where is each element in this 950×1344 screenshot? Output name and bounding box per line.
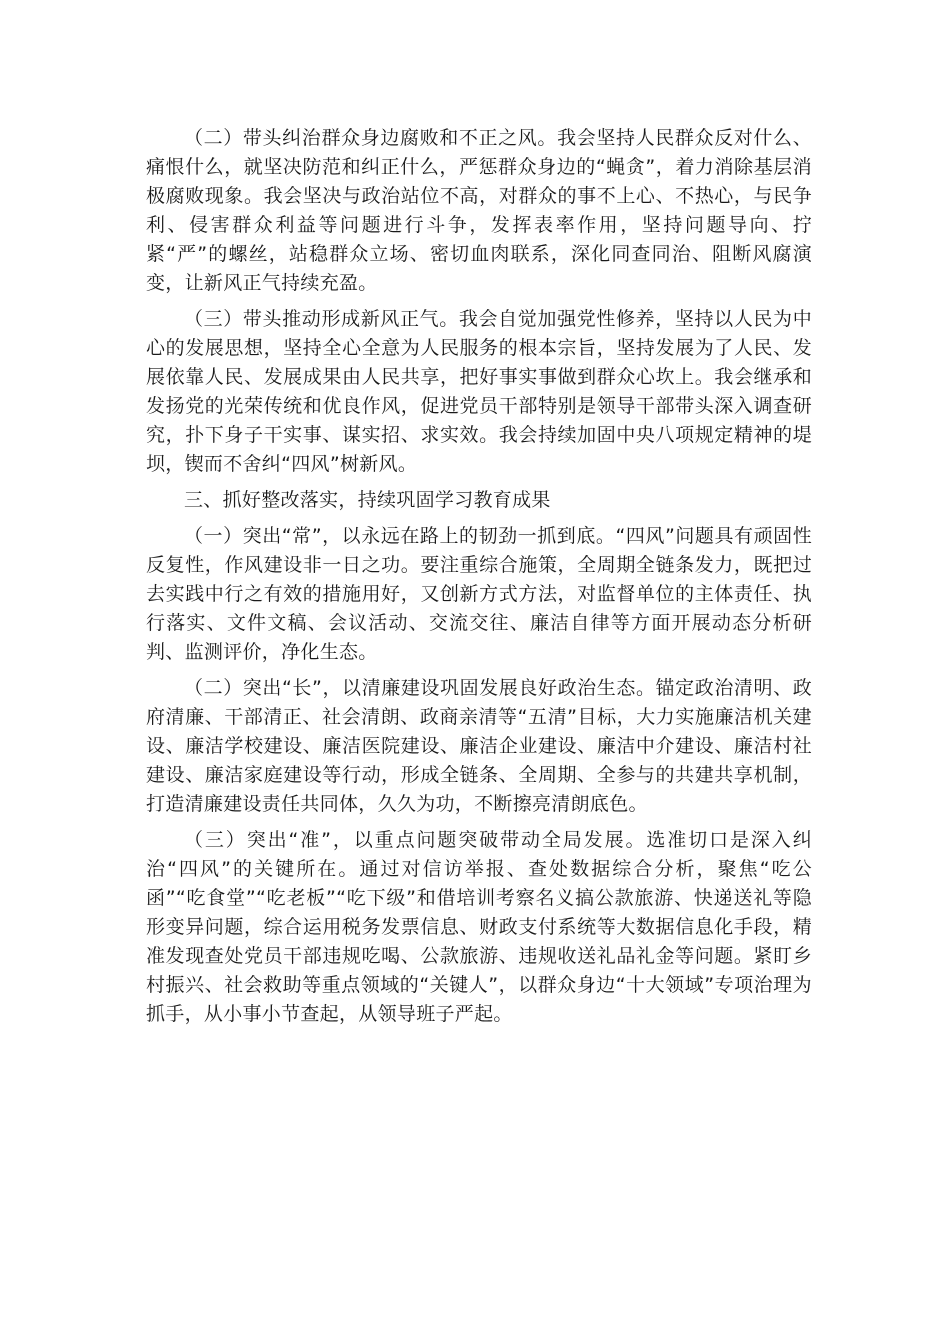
- paragraph-section-3-2: （二）突出“长”，以清廉建设巩固发展良好政治生态。锚定政治清明、政府清廉、干部清正、社会清朗、政商亲清等“五清”目标，大力实施廉洁机关建设、廉洁学校建设、廉洁医院建设、廉洁企业建设、廉洁中介建设、廉洁村社建设、廉洁家庭建设等行动，形成全链条、全周期、全参与的共建共享机制，打造清廉建设责任共同体，久久为功，不断擦亮清朗底色。: [146, 677, 812, 815]
- paragraph-section-3-1: （一）突出“常”，以永远在路上的韧劲一抓到底。“四风”问题具有顽固性反复性，作风建设非一日之功。要注重综合施策，全周期全链条发力，既把过去实践中行之有效的措施用好，又创新方式方法，对监督单位的主体责任、执行落实、文件文稿、会议活动、交流交往、廉洁自律等方面开展动态分析研判、监测评价，净化生态。: [146, 525, 812, 663]
- paragraph-section-2-3: （三）带头推动形成新风正气。我会自觉加强党性修养，坚持以人民为中心的发展思想，坚持全心全意为人民服务的根本宗旨，坚持发展为了人民、发展依靠人民、发展成果由人民共享，把好事实事做到群众心坎上。我会继承和发扬党的光荣传统和优良作风，促进党员干部特别是领导干部带头深入调查研究，扑下身子干实事、谋实招、求实效。我会持续加固中央八项规定精神的堤坝，锲而不舍纠“四风”树新风。: [146, 308, 812, 475]
- paragraph-section-3-3: （三）突出“准”，以重点问题突破带动全局发展。选准切口是深入纠治“四风”的关键所在。通过对信访举报、查处数据综合分析，聚焦“吃公函”“吃食堂”“吃老板”“吃下级”和借培训考察名义搞公款旅游、快递送礼等隐形变异问题，综合运用税务发票信息、财政支付系统等大数据信息化手段，精准发现查处党员干部违规吃喝、公款旅游、违规收送礼品礼金等问题。紧盯乡村振兴、社会救助等重点领域的“关键人”，以群众身边“十大领域”专项治理为抓手，从小事小节查起，从领导班子严起。: [146, 829, 812, 1025]
- section-heading-3: 三、抓好整改落实，持续巩固学习教育成果: [184, 489, 551, 511]
- paragraph-section-2-2: （二）带头纠治群众身边腐败和不正之风。我会坚持人民群众反对什么、痛恨什么，就坚决防范和纠正什么，严惩群众身边的“蝇贪”，着力消除基层消极腐败现象。我会坚决与政治站位不高，对群众的事不上心、不热心，与民争利、侵害群众利益等问题进行斗争，发挥表率作用，坚持问题导向、拧紧“严”的螺丝，站稳群众立场、密切血肉联系，深化同查同治、阻断风腐演变，让新风正气持续充盈。: [146, 127, 812, 294]
- document-page: [146, 124, 812, 1029]
